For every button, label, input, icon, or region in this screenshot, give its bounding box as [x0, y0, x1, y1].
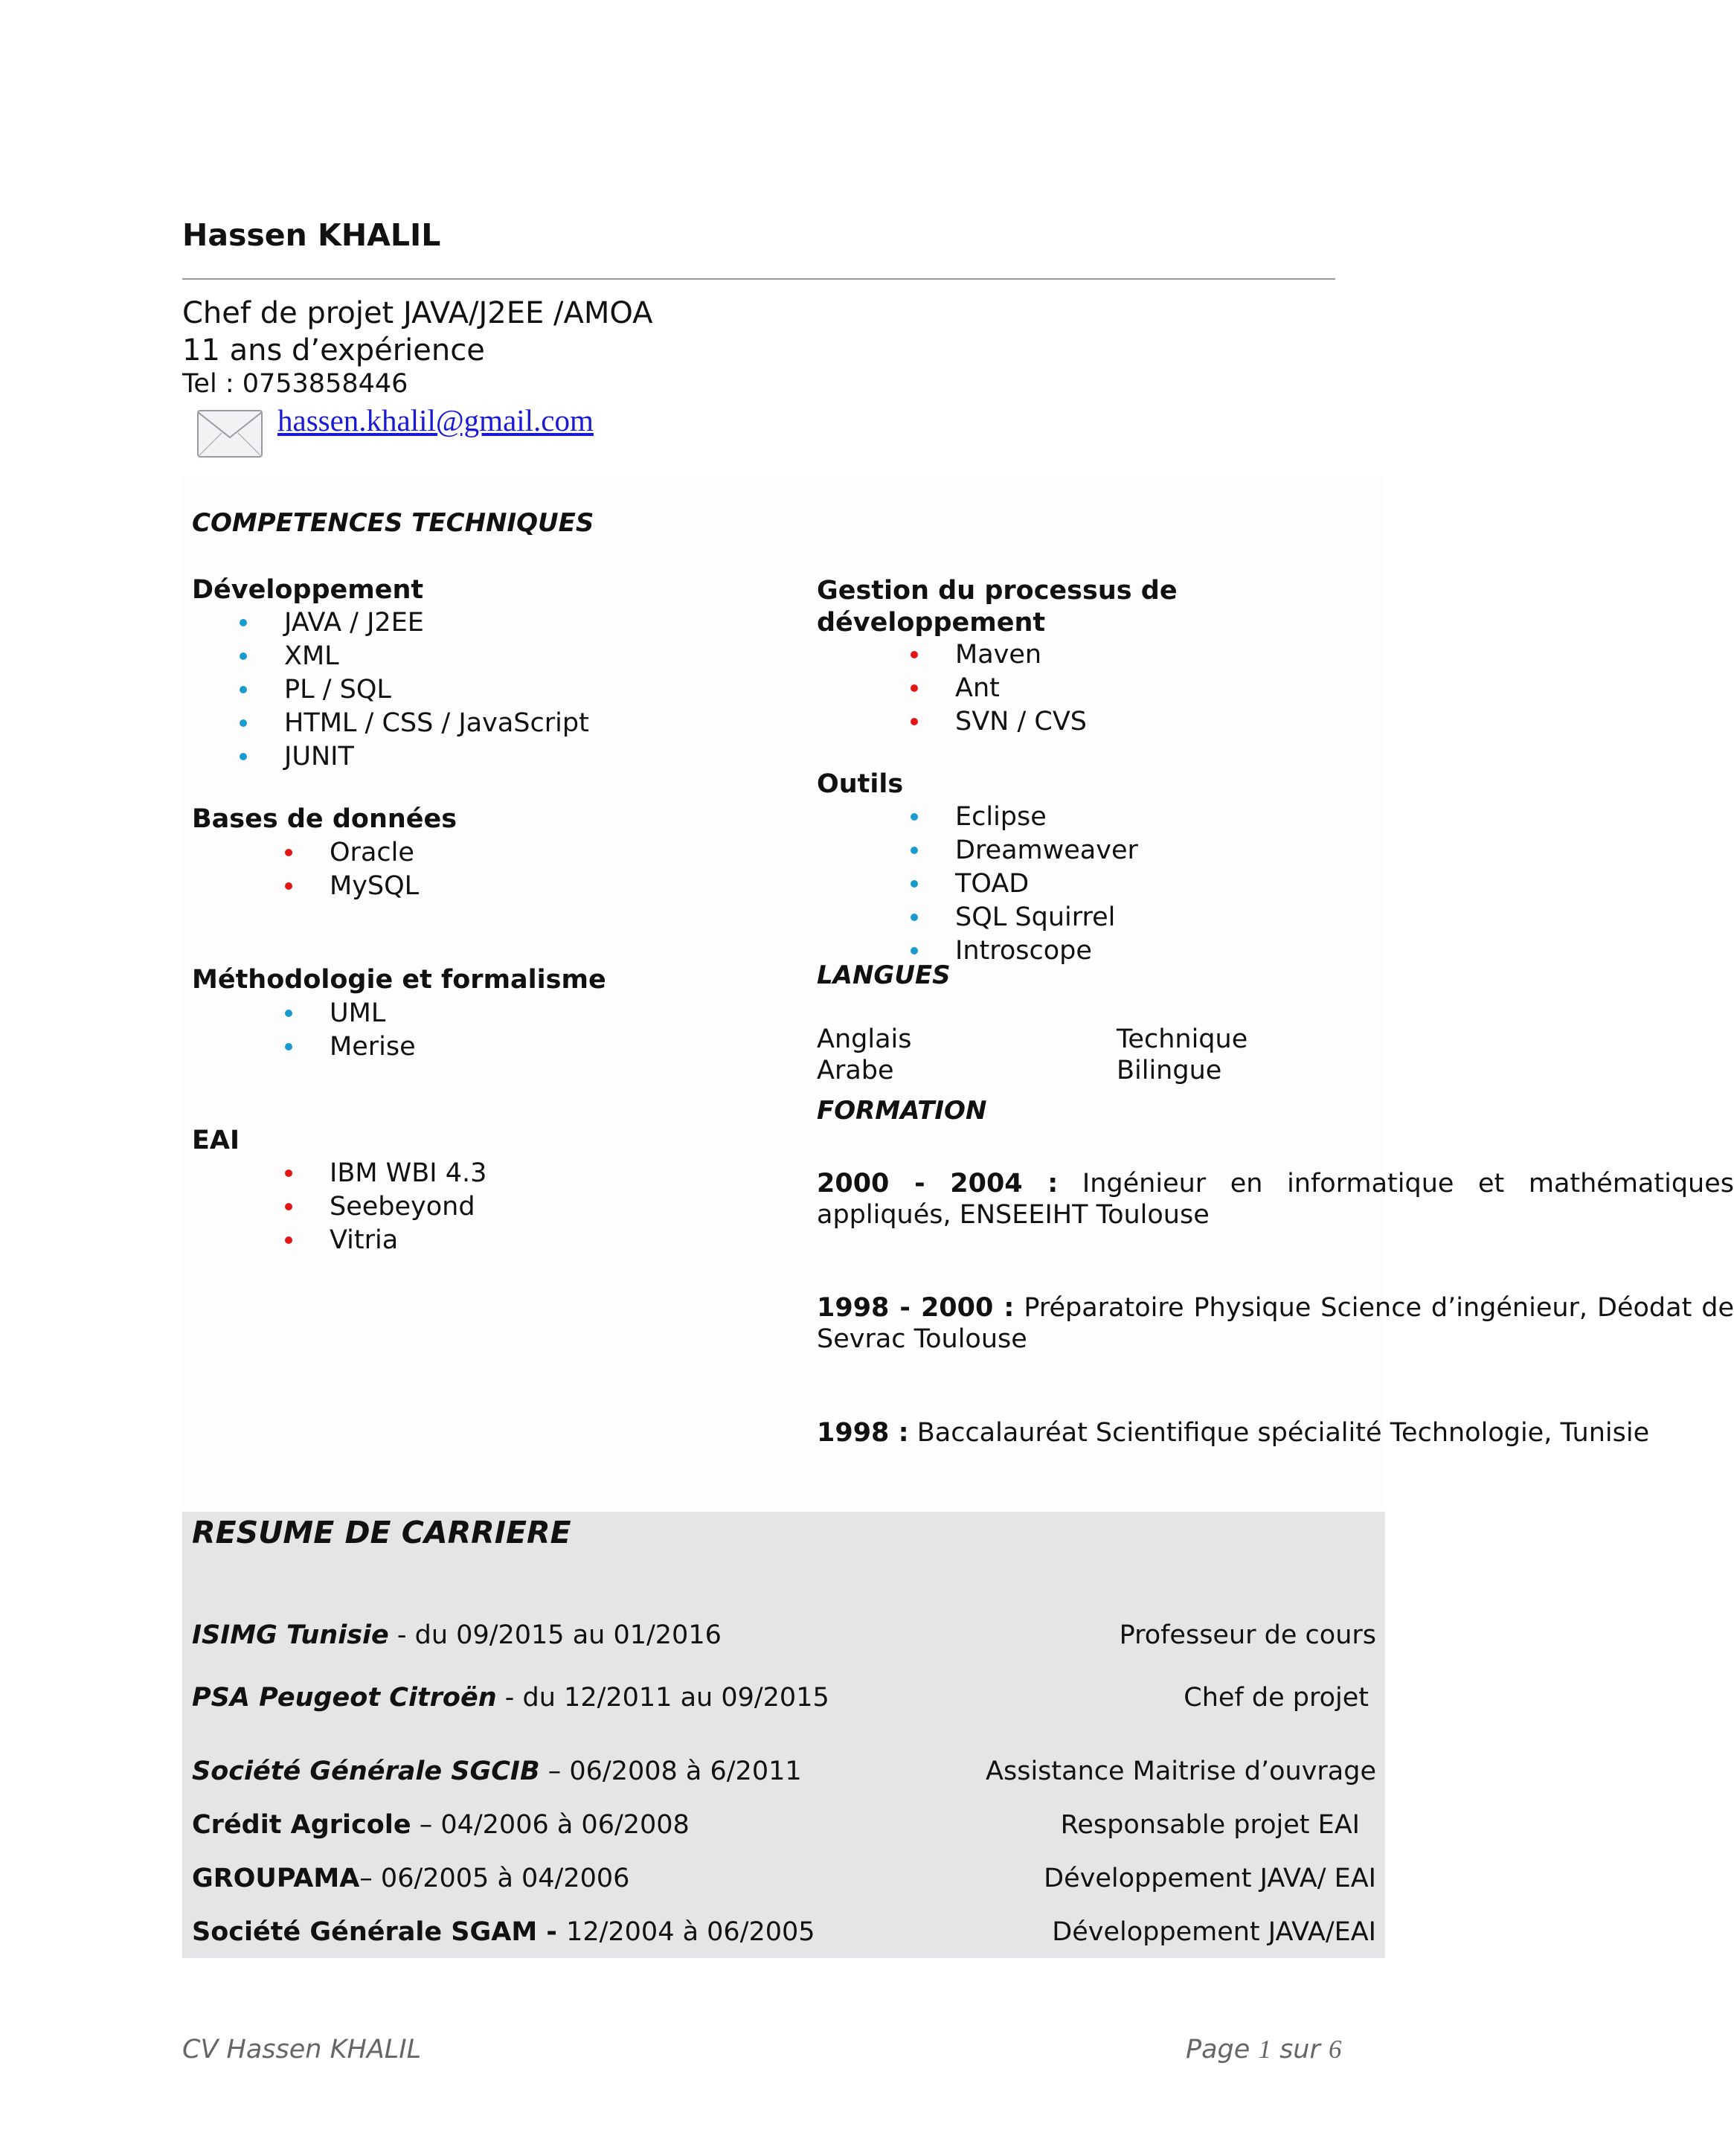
career-heading: RESUME DE CARRIERE [192, 1515, 571, 1550]
outils-clip [911, 801, 1282, 966]
list-item: JAVA / J2EE [240, 606, 589, 640]
bullet-icon [285, 1170, 292, 1177]
list-item: MySQL [285, 870, 419, 903]
footer-page: Page 1 sur 6 [1186, 2035, 1342, 2064]
bullet-icon [240, 652, 247, 660]
list-item: IBM WBI 4.3 [285, 1157, 487, 1190]
bullet-icon [240, 619, 247, 626]
list-item: Seebeyond [285, 1190, 487, 1224]
bullet-icon [240, 753, 247, 760]
bullet-icon [285, 882, 292, 890]
header-divider [182, 278, 1335, 280]
outils-title: Outils [817, 769, 904, 799]
list-item: Oracle [285, 836, 419, 870]
phone: Tel : 0753858446 [182, 369, 408, 399]
list-item: UML [285, 997, 416, 1030]
list-item: Merise [285, 1030, 416, 1064]
list-item: Maven [911, 638, 1087, 672]
envelope-icon [186, 405, 274, 464]
list-item: PL / SQL [240, 673, 589, 707]
bullet-icon [911, 947, 918, 955]
list-item: HTML / CSS / JavaScript [240, 707, 589, 740]
outils-list [911, 801, 1138, 968]
language-name: Arabe [817, 1056, 894, 1085]
list-item: Eclipse [911, 801, 1138, 834]
bullet-icon [911, 684, 918, 692]
bullet-icon [285, 1236, 292, 1244]
language-level: Technique [1117, 1024, 1248, 1054]
bullet-icon [285, 1203, 292, 1210]
bullet-icon [911, 914, 918, 921]
list-item: TOAD [911, 867, 1138, 901]
experience: 11 ans d’expérience [182, 333, 485, 368]
list-item: Dreamweaver [911, 834, 1138, 867]
bullet-icon [911, 813, 918, 821]
db-title: Bases de données [192, 804, 457, 834]
eai-title: EAI [192, 1126, 240, 1155]
langues-heading: LANGUES [817, 960, 951, 990]
language-level: Bilingue [1117, 1056, 1222, 1085]
formation-entry: 2000 - 2004 : Ingénieur en informatique et mathématiques appliqués, ENSEEIHT Toulouse [817, 1169, 1734, 1230]
gestion-list [911, 638, 1087, 739]
methodo-list [285, 997, 416, 1064]
eai-list [285, 1157, 487, 1257]
list-item: XML [240, 640, 589, 673]
bullet-icon [240, 686, 247, 693]
dev-list [240, 606, 589, 774]
langues-table [817, 1024, 1338, 1086]
skills-heading: COMPETENCES TECHNIQUES [192, 508, 594, 538]
list-item: JUNIT [240, 740, 589, 774]
bullet-icon [911, 880, 918, 888]
bullet-icon [911, 847, 918, 854]
list-item: Introscope [911, 934, 1138, 968]
methodo-title: Méthodologie et formalisme [192, 965, 606, 995]
footer-left: CV Hassen KHALIL [182, 2035, 422, 2064]
job-title: Chef de projet JAVA/J2EE /AMOA [182, 296, 653, 330]
bullet-icon [285, 1010, 292, 1017]
bullet-icon [285, 849, 292, 856]
bullet-icon [285, 1043, 292, 1050]
gestion-title: Gestion du processus de développement [817, 576, 1178, 638]
list-item: Vitria [285, 1224, 487, 1257]
bullet-icon [911, 718, 918, 725]
formation-entry: 1998 - 2000 : Préparatoire Physique Science d’ingénieur, Déodat de Sevrac Toulouse [817, 1293, 1734, 1354]
list-item: SQL Squirrel [911, 901, 1138, 934]
list-item: Ant [911, 672, 1087, 705]
email-link[interactable]: hassen.khalil@gmail.com [277, 403, 594, 437]
bullet-icon [911, 651, 918, 658]
list-item: SVN / CVS [911, 705, 1087, 739]
bullet-icon [240, 719, 247, 727]
dev-title: Développement [192, 575, 424, 605]
candidate-name: Hassen KHALIL [182, 217, 441, 253]
db-list [285, 836, 419, 903]
formation-heading: FORMATION [817, 1096, 987, 1126]
language-name: Anglais [817, 1024, 912, 1054]
formation-entry: 1998 : Baccalauréat Scientifique spécialité Technologie, Tunisie [817, 1418, 1650, 1448]
